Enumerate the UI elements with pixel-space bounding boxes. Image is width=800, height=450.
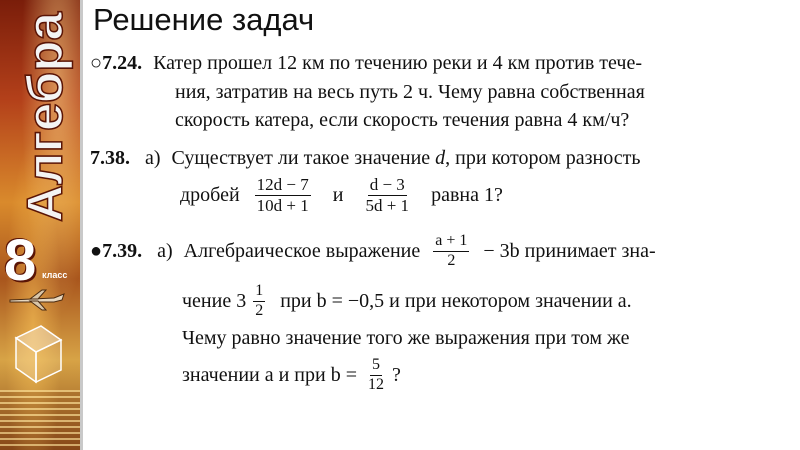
cover-sidebar [0, 0, 83, 450]
problem-text: Катер прошел 12 км по течению реки и 4 км против тече- [153, 52, 642, 74]
problem-7-39-line-1 [90, 233, 656, 270]
numerator: 12d − 7 [256, 175, 309, 194]
denominator: 12 [368, 375, 384, 393]
airplane-icon [8, 288, 68, 312]
vertical-book-title [0, 0, 83, 235]
problem-number: 7.39. [102, 239, 143, 262]
mixed-fraction [253, 283, 265, 320]
numerator: 5 [370, 357, 382, 376]
part-label: а) [145, 147, 161, 169]
problem-number: 7.38. [90, 147, 130, 169]
fraction-1 [255, 176, 311, 215]
denominator: 5d + 1 [365, 195, 410, 215]
problem-text: при b = −0,5 и при некотором значении a. [280, 289, 632, 312]
numerator: d − 3 [369, 175, 405, 194]
part-label: а) [157, 239, 173, 262]
problem-7-38-line-2 [180, 176, 503, 215]
page-title: Решение задач [93, 2, 315, 37]
problem-7-39-line-2 [182, 283, 632, 320]
denominator: 2 [255, 301, 264, 319]
problem-number: 7.24. [102, 52, 143, 74]
expression-fraction [433, 233, 469, 270]
problem-7-24-line-2: ния, затратив на весь путь 2 ч. Чему равна собственная [175, 81, 645, 103]
grade-label: класс [42, 270, 68, 280]
conjunction: и [332, 183, 344, 206]
marker-circle: ○ [90, 52, 103, 74]
problem-text: равна 1? [431, 183, 503, 206]
problem-text: Алгебраическое выражение [183, 239, 421, 262]
problem-text: Существует ли такое значение [171, 147, 431, 169]
problem-7-24-line-3: скорость катера, если скорость течения равна 4 км/ч? [175, 109, 630, 131]
numerator: 1 [253, 283, 265, 302]
problem-7-39-line-4 [182, 357, 401, 394]
problem-text: − 3b принимает зна- [483, 239, 656, 262]
water-decoration [0, 390, 83, 450]
problem-text: дробей [180, 183, 240, 206]
problem-text: ? [392, 363, 401, 386]
problem-text: , при котором разность [445, 147, 641, 169]
problem-7-24-line-1 [90, 52, 642, 75]
b-value-fraction [368, 357, 384, 394]
problem-text: чение 3 [182, 289, 247, 312]
cube-icon [6, 318, 66, 388]
fraction-2 [365, 176, 409, 215]
numerator: a + 1 [433, 233, 469, 252]
problem-7-38-line-1 [90, 147, 640, 170]
variable: d [435, 147, 446, 169]
denominator: 10d + 1 [256, 195, 309, 215]
problem-text: значении a и при b = [182, 363, 357, 386]
denominator: 2 [447, 251, 456, 269]
problem-7-39-line-3: Чему равно значение того же выражения при том же [182, 327, 630, 349]
svg-text:Алгебра: Алгебра [17, 16, 73, 222]
grade-number: 8 [4, 228, 37, 293]
marker-dot: ● [90, 239, 103, 262]
